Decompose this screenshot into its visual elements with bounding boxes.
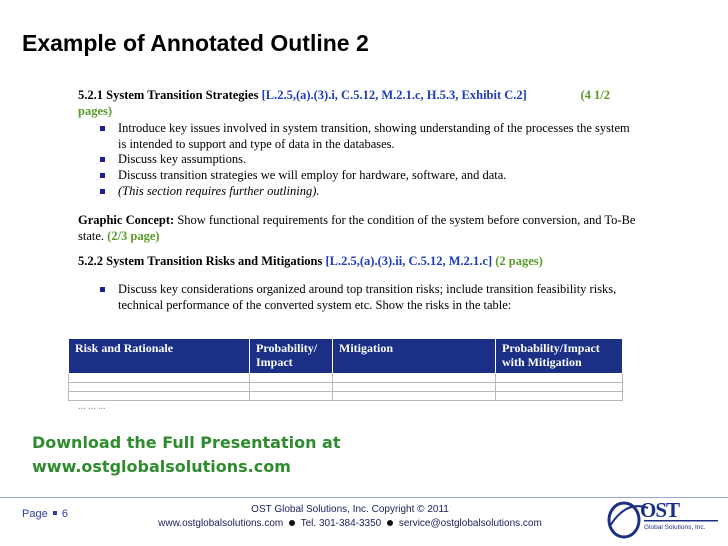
page-number (22, 508, 68, 520)
section-5-2-1-heading (78, 88, 638, 104)
section-references: [L.2.5,(a).(3).i, C.5.12, M.2.1.c, H.5.3, Exhibit C.2] (261, 88, 527, 102)
table-header: Risk and Rationale (69, 339, 250, 374)
page-estimate: (2/3 page) (107, 228, 160, 243)
graphic-text: Show functional requirements for the condition of the system before conversion, and To-Be state. (78, 213, 636, 243)
table-header: Probability/ Impact (250, 339, 333, 374)
section-heading: 5.2.2 System Transition Risks and Mitigations (78, 254, 326, 269)
contact-line (150, 517, 550, 531)
footer (150, 503, 550, 531)
footer-website[interactable]: www.ostglobalsolutions.com (158, 518, 284, 529)
table-row (69, 383, 623, 392)
section-references: [L.2.5,(a).(3).ii, C.5.12, M.2.1.c] (325, 254, 493, 269)
annotated-outline (78, 88, 638, 313)
footer-phone: Tel. 301-384-3350 (300, 518, 382, 529)
dot-separator-icon (387, 520, 393, 526)
logo-subtitle: Global Solutions, Inc. (644, 524, 706, 531)
page-estimate-cont: pages) (78, 103, 113, 118)
page-estimate: (4 1/2 (580, 88, 610, 102)
bullet-item: Discuss transition strategies we will employ for hardware, software, and data. (100, 168, 638, 184)
download-text: Download the Full Presentation at (32, 433, 341, 452)
table-row (69, 392, 623, 401)
section-bullets (78, 121, 638, 199)
risk-table (68, 338, 623, 401)
bullet-item: (This section requires further outlining). (100, 184, 638, 200)
ost-logo (604, 496, 722, 540)
logo-mark: OST (640, 498, 680, 522)
footer-email[interactable]: service@ostglobalsolutions.com (398, 518, 542, 529)
page-label: Page (22, 508, 48, 520)
section-bullets (78, 282, 638, 313)
page-number-value: 6 (61, 508, 68, 520)
bullet-item: Introduce key issues involved in system transition, showing understanding of the processes the system is intended to support and type of data in the databases. (100, 121, 638, 152)
table-header: Probability/Impact with Mitigation (496, 339, 623, 374)
bullet-item: Discuss key considerations organized around top transition risks; include transition feasibility risks, technical performance of the converted system etc. Show the risks in the table: (100, 282, 638, 313)
slide-title: Example of Annotated Outline 2 (22, 30, 369, 56)
section-5-2-2-heading (78, 254, 638, 270)
download-notice (32, 431, 340, 479)
dot-separator-icon (289, 520, 295, 526)
graphic-concept (78, 213, 638, 244)
table-continuation: ... ... ... (78, 401, 106, 412)
bullet-square-icon (53, 511, 57, 515)
graphic-label: Graphic Concept: (78, 213, 175, 228)
section-heading: 5.2.1 System Transition Strategies (78, 88, 262, 102)
table-row (69, 374, 623, 383)
download-link[interactable]: www.ostglobalsolutions.com (32, 457, 291, 476)
copyright: OST Global Solutions, Inc. Copyright © 2011 (251, 504, 449, 515)
page-estimate: (2 pages) (495, 254, 543, 269)
table-header: Mitigation (333, 339, 496, 374)
bullet-item: Discuss key assumptions. (100, 152, 638, 168)
